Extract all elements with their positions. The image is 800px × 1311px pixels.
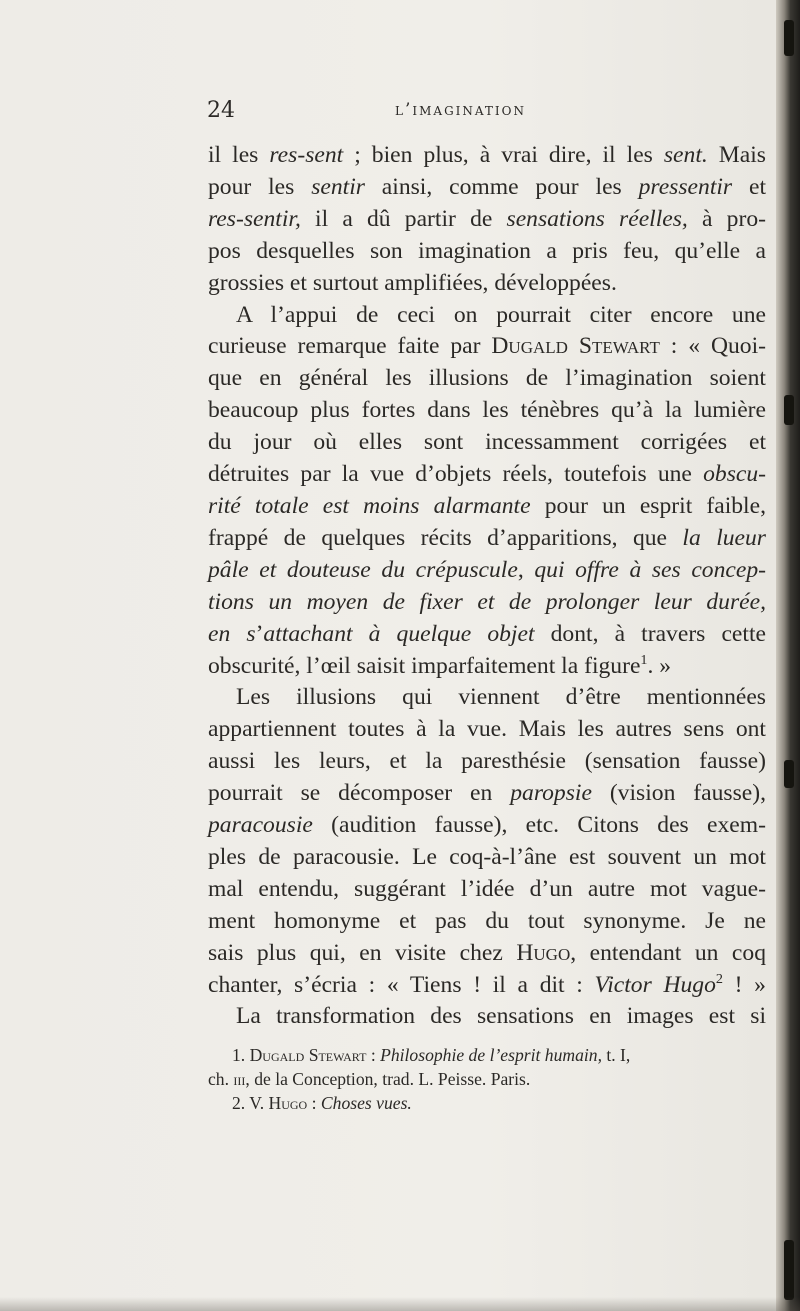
- italic-text: paracousie: [208, 812, 313, 839]
- small-caps-name: iii: [233, 1069, 246, 1089]
- italic-text: attachant à quelque objet: [263, 620, 535, 647]
- italic-text: la lueur: [682, 524, 766, 551]
- text-run: (audition fausse), etc. Citons des exem-: [312, 812, 766, 839]
- italic-text: pâle et douteuse du crépuscule: [208, 556, 518, 583]
- text-run: frappé de quelques récits d’apparitions, que: [208, 524, 683, 551]
- text-run: que en général les illusions de l’imagination soient: [208, 365, 766, 392]
- body-line: [208, 300, 766, 332]
- edge-mark: [784, 760, 794, 788]
- text-run: beaucoup plus fortes dans les ténèbres qu’à la lumière: [208, 397, 766, 424]
- body-line: [208, 140, 766, 172]
- italic-text: Choses vues.: [320, 1093, 412, 1113]
- text-run: sais plus qui, en visite chez: [208, 939, 517, 966]
- footnotes-line: [208, 1091, 766, 1115]
- text-run: :: [307, 1093, 321, 1113]
- body-line: [208, 810, 766, 842]
- text-run: pos desquelles son imagination a pris feu, qu’elle a: [208, 237, 766, 264]
- text-run: ples de paracousie. Le coq-à-l’âne est souvent un mot: [208, 843, 766, 870]
- text-run: :: [366, 1045, 381, 1065]
- italic-text: sentir: [311, 173, 365, 200]
- body-line: [208, 714, 766, 746]
- text-run: à pro-: [687, 205, 766, 232]
- text-run: 2. V.: [232, 1093, 269, 1113]
- page-binding-edge: [776, 0, 800, 1311]
- small-caps-name: Dugald Stewart: [491, 333, 660, 360]
- footnotes-line: [208, 1043, 766, 1067]
- body-line: [208, 778, 766, 810]
- body-text: [208, 140, 766, 1033]
- text-run: curieuse remarque faite par: [208, 333, 492, 360]
- text-run: ’: [255, 620, 264, 647]
- body-line: [208, 1001, 766, 1033]
- page-number: 24: [207, 98, 235, 123]
- text-run: appartiennent toutes à la vue. Mais les autres sens ont: [208, 716, 766, 743]
- text-run: grossies et surtout amplifiées, développées.: [208, 269, 617, 296]
- text-run: ment homonyme et pas du tout synonyme. Je ne: [208, 907, 766, 934]
- text-run: il les: [208, 142, 270, 168]
- text-run: ; bien plus, à vrai dire, il les: [343, 142, 664, 168]
- text-run: 1.: [232, 1045, 250, 1065]
- small-caps-name: Hugo: [516, 939, 571, 966]
- body-line: [208, 236, 766, 268]
- footnote-marker: 1: [640, 651, 648, 668]
- text-run: ,: [517, 556, 535, 583]
- text-run: Mais: [707, 142, 766, 168]
- italic-text: tions un moyen de fixer et de prolonger leur durée,: [208, 588, 766, 615]
- body-line: [208, 555, 766, 587]
- body-line: [208, 331, 766, 363]
- text-run: aussi les leurs, et la paresthésie (sensation fausse): [208, 748, 766, 775]
- text-run: mal entendu, suggérant l’idée d’un autre mot vague-: [208, 875, 766, 902]
- italic-text: pressentir: [638, 173, 733, 200]
- italic-text: res-sentir,: [208, 205, 301, 232]
- italic-text: res-sent: [269, 142, 344, 168]
- text-run: pour les: [208, 173, 312, 200]
- body-line: [208, 363, 766, 395]
- text-run: . »: [647, 652, 672, 679]
- text-run: , entendant un coq: [570, 939, 766, 966]
- body-line: [208, 746, 766, 778]
- body-line: [208, 842, 766, 874]
- small-caps-name: Dugald Stewart: [249, 1045, 367, 1065]
- text-run: détruites par la vue d’objets réels, toutefois une: [208, 461, 704, 488]
- text-run: ch.: [208, 1069, 234, 1089]
- text-run: chanter, s’écria : « Tiens ! il a dit :: [208, 971, 595, 998]
- text-run: ainsi, comme pour les: [364, 173, 639, 200]
- text-run: du jour où elles sont incessamment corrigées et: [208, 429, 766, 456]
- footnotes-line: [208, 1067, 766, 1091]
- text-run: (vision fausse),: [591, 780, 766, 807]
- body-line: [208, 874, 766, 906]
- text-run: Les illusions qui viennent d’être mentionnées: [236, 684, 766, 711]
- small-caps-name: Hugo: [268, 1093, 308, 1113]
- body-line: [208, 523, 766, 555]
- text-run: pourrait se décomposer en: [208, 780, 511, 807]
- text-run: A l’appui de ceci on pourrait citer encore une: [236, 301, 766, 328]
- italic-text: Philosophie de l’esprit humain,: [380, 1045, 602, 1065]
- edge-mark: [784, 395, 794, 425]
- italic-text: sensations réelles,: [506, 205, 688, 232]
- text-run: t. I,: [601, 1045, 631, 1065]
- footnote-marker: 2: [715, 970, 723, 987]
- body-line: [208, 427, 766, 459]
- body-line: [208, 268, 766, 300]
- italic-text: rité totale est moins alarmante: [208, 492, 531, 519]
- body-line: [208, 459, 766, 491]
- text-run: dont, à travers cette: [534, 620, 766, 647]
- running-head: l’imagination: [395, 100, 526, 120]
- body-line: [208, 938, 766, 970]
- italic-text: paropsie: [510, 780, 592, 807]
- text-run: La transformation des sensations en images est si: [236, 1003, 766, 1030]
- body-line: [208, 619, 766, 651]
- text-run: , de la Conception, trad. L. Peisse. Paris.: [245, 1069, 531, 1089]
- body-line: [208, 682, 766, 714]
- body-line: [208, 172, 766, 204]
- text-run: et: [732, 173, 766, 200]
- edge-mark: [784, 20, 794, 56]
- text-run: : « Quoi-: [659, 333, 766, 360]
- italic-text: obscu-: [703, 461, 766, 488]
- page-header: [207, 98, 767, 130]
- body-line: [208, 395, 766, 427]
- italic-text: qui offre à ses concep-: [534, 556, 766, 583]
- italic-text: en s: [208, 620, 256, 647]
- italic-text: Victor Hugo: [594, 971, 716, 998]
- body-line: [208, 491, 766, 523]
- text-run: il a dû partir de: [300, 205, 507, 232]
- body-line: [208, 906, 766, 938]
- body-line: [208, 651, 766, 683]
- text-run: obscurité, l’œil saisit imparfaitement la figure: [208, 652, 641, 679]
- page-bottom-shadow: [0, 1297, 800, 1311]
- body-line: [208, 970, 766, 1002]
- text-run: ! »: [722, 971, 766, 998]
- text-run: pour un esprit faible,: [530, 492, 766, 519]
- edge-mark: [784, 1240, 794, 1300]
- body-line: [208, 204, 766, 236]
- body-line: [208, 587, 766, 619]
- italic-text: sent.: [663, 142, 708, 168]
- footnotes: [208, 1043, 766, 1115]
